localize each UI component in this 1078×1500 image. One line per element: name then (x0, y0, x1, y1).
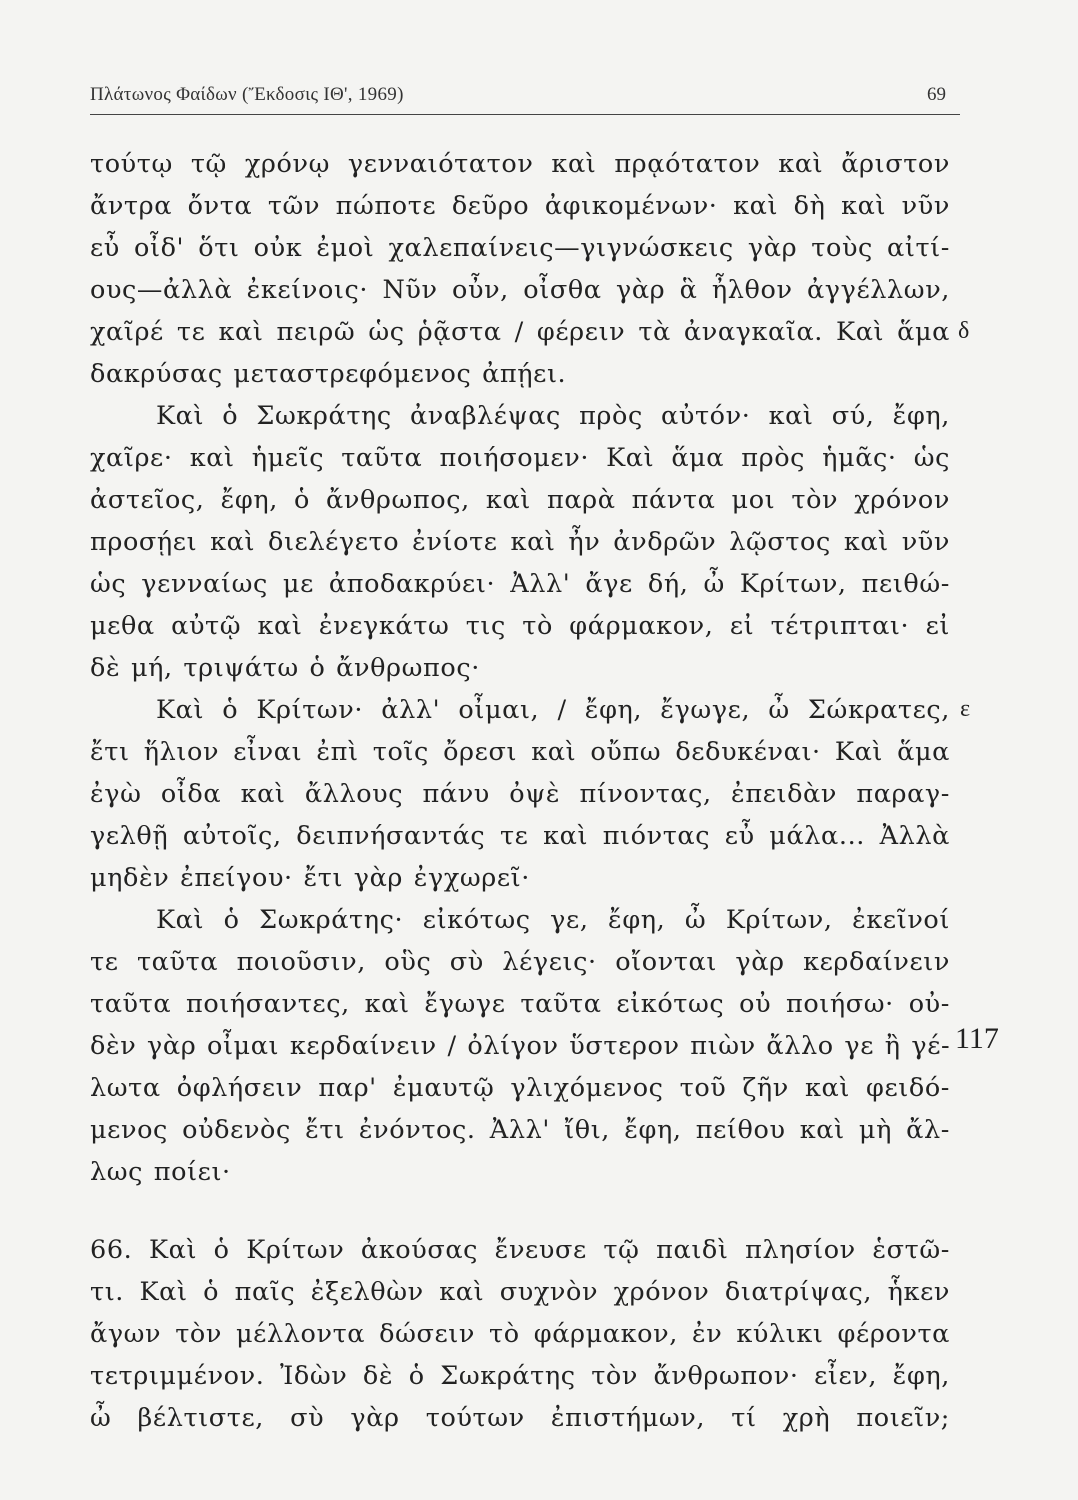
text-line: τε ταῦτα ποιοῦσιν, οὓς σὺ λέγεις· οἴονται γὰρ κερδαίνειν (90, 947, 950, 977)
text-line: ὦ βέλτιστε, σὺ γὰρ τούτων ἐπιστήμων, τί χρὴ ποιεῖν; (90, 1403, 950, 1433)
text-line: ὡς γενναίως με ἀποδακρύει· Ἀλλ' ἄγε δή, ὦ Κρίτων, πειθώ- (90, 569, 950, 599)
text-line: ταῦτα ποιήσαντες, καὶ ἔγωγε ταῦτα εἰκότως οὐ ποιήσω· οὐ- (90, 989, 950, 1019)
text-line: εὖ οἶδ' ὅτι οὐκ ἐμοὶ χαλεπαίνεις—γιγνώσκεις γὰρ τοὺς αἰτί- (90, 233, 950, 263)
text-line: μενος οὐδενὸς ἔτι ἐνόντος. Ἀλλ' ἴθι, ἔφη, πείθου καὶ μὴ ἄλ- (90, 1115, 950, 1145)
running-head (90, 84, 960, 114)
margin-letter-e: ε (960, 696, 971, 722)
text-line: ἐγὼ οἶδα καὶ ἄλλους πάνυ ὀψὲ πίνοντας, ἐπειδὰν παραγ- (90, 779, 950, 809)
text-line: μηδὲν ἐπείγου· ἔτι γὰρ ἐγχωρεῖ· (90, 863, 530, 893)
page-number: 69 (927, 84, 946, 105)
text-line: Καὶ ὁ Κρίτων· ἀλλ' οἶμαι, / ἔφη, ἔγωγε, ὦ Σώκρατες, (156, 695, 950, 725)
running-head-title: Πλάτωνος Φαίδων (Ἔκδοσις ΙΘ', 1969) (90, 84, 404, 105)
text-line: γελθῇ αὐτοῖς, δειπνήσαντάς τε καὶ πιόντας εὖ μάλα... Ἀλλὰ (90, 821, 950, 851)
text-line: ἀστεῖος, ἔφη, ὁ ἄνθρωπος, καὶ παρὰ πάντα μοι τὸν χρόνον (90, 485, 950, 515)
header-rule (90, 114, 960, 115)
text-line: ἄντρα ὄντα τῶν πώποτε δεῦρο ἀφικομένων· καὶ δὴ καὶ νῦν (90, 191, 950, 221)
text-line: τετριμμένον. Ἰδὼν δὲ ὁ Σωκράτης τὸν ἄνθρωπον· εἶεν, ἔφη, (90, 1361, 950, 1391)
text-line: μεθα αὐτῷ καὶ ἐνεγκάτω τις τὸ φάρμακον, εἰ τέτριπται· εἰ (90, 611, 950, 641)
text-line: δὲ μή, τριψάτω ὁ ἄνθρωπος· (90, 653, 480, 683)
text-line: δὲν γὰρ οἶμαι κερδαίνειν / ὀλίγον ὕστερον πιὼν ἄλλο γε ἢ γέ- (90, 1031, 951, 1061)
text-line: προσῄει καὶ διελέγετο ἐνίοτε καὶ ἦν ἀνδρῶν λῷστος καὶ νῦν (90, 527, 950, 557)
text-line: ἄγων τὸν μέλλοντα δώσειν τὸ φάρμακον, ἐν κύλικι φέροντα (90, 1319, 950, 1349)
text-line: τούτῳ τῷ χρόνῳ γενναιότατον καὶ πρᾳότατον καὶ ἄριστον (90, 149, 950, 179)
text-line: ἔτι ἥλιον εἶναι ἐπὶ τοῖς ὄρεσι καὶ οὔπω δεδυκέναι· Καὶ ἅμα (90, 737, 950, 767)
text-line: χαῖρε· καὶ ἡμεῖς ταῦτα ποιήσομεν· Καὶ ἅμα πρὸς ἡμᾶς· ὡς (90, 443, 950, 473)
text-line: 66. Καὶ ὁ Κρίτων ἀκούσας ἔνευσε τῷ παιδὶ πλησίον ἑστῶ- (90, 1235, 950, 1265)
text-line: δακρύσας μεταστρεφόμενος ἀπῄει. (90, 359, 567, 389)
text-line: τι. Καὶ ὁ παῖς ἐξελθὼν καὶ συχνὸν χρόνον διατρίψας, ἧκεν (90, 1277, 950, 1307)
margin-letter-d: δ (958, 318, 970, 344)
text-line: Καὶ ὁ Σωκράτης· εἰκότως γε, ἔφη, ὦ Κρίτων, ἐκεῖνοί (156, 905, 950, 935)
text-line: χαῖρέ τε καὶ πειρῶ ὡς ῥᾷστα / φέρειν τὰ ἀναγκαῖα. Καὶ ἅμα (90, 317, 950, 347)
margin-stephanus-number: 117 (955, 1022, 999, 1055)
text-line: λωτα ὀφλήσειν παρ' ἐμαυτῷ γλιχόμενος τοῦ ζῆν καὶ φειδό- (90, 1073, 950, 1103)
text-line: Καὶ ὁ Σωκράτης ἀναβλέψας πρὸς αὐτόν· καὶ σύ, ἔφη, (156, 401, 950, 431)
text-line: ους—ἀλλὰ ἐκείνοις· Νῦν οὖν, οἶσθα γὰρ ἃ ἦλθον ἀγγέλλων, (90, 275, 950, 305)
text-line: λως ποίει· (90, 1157, 231, 1187)
